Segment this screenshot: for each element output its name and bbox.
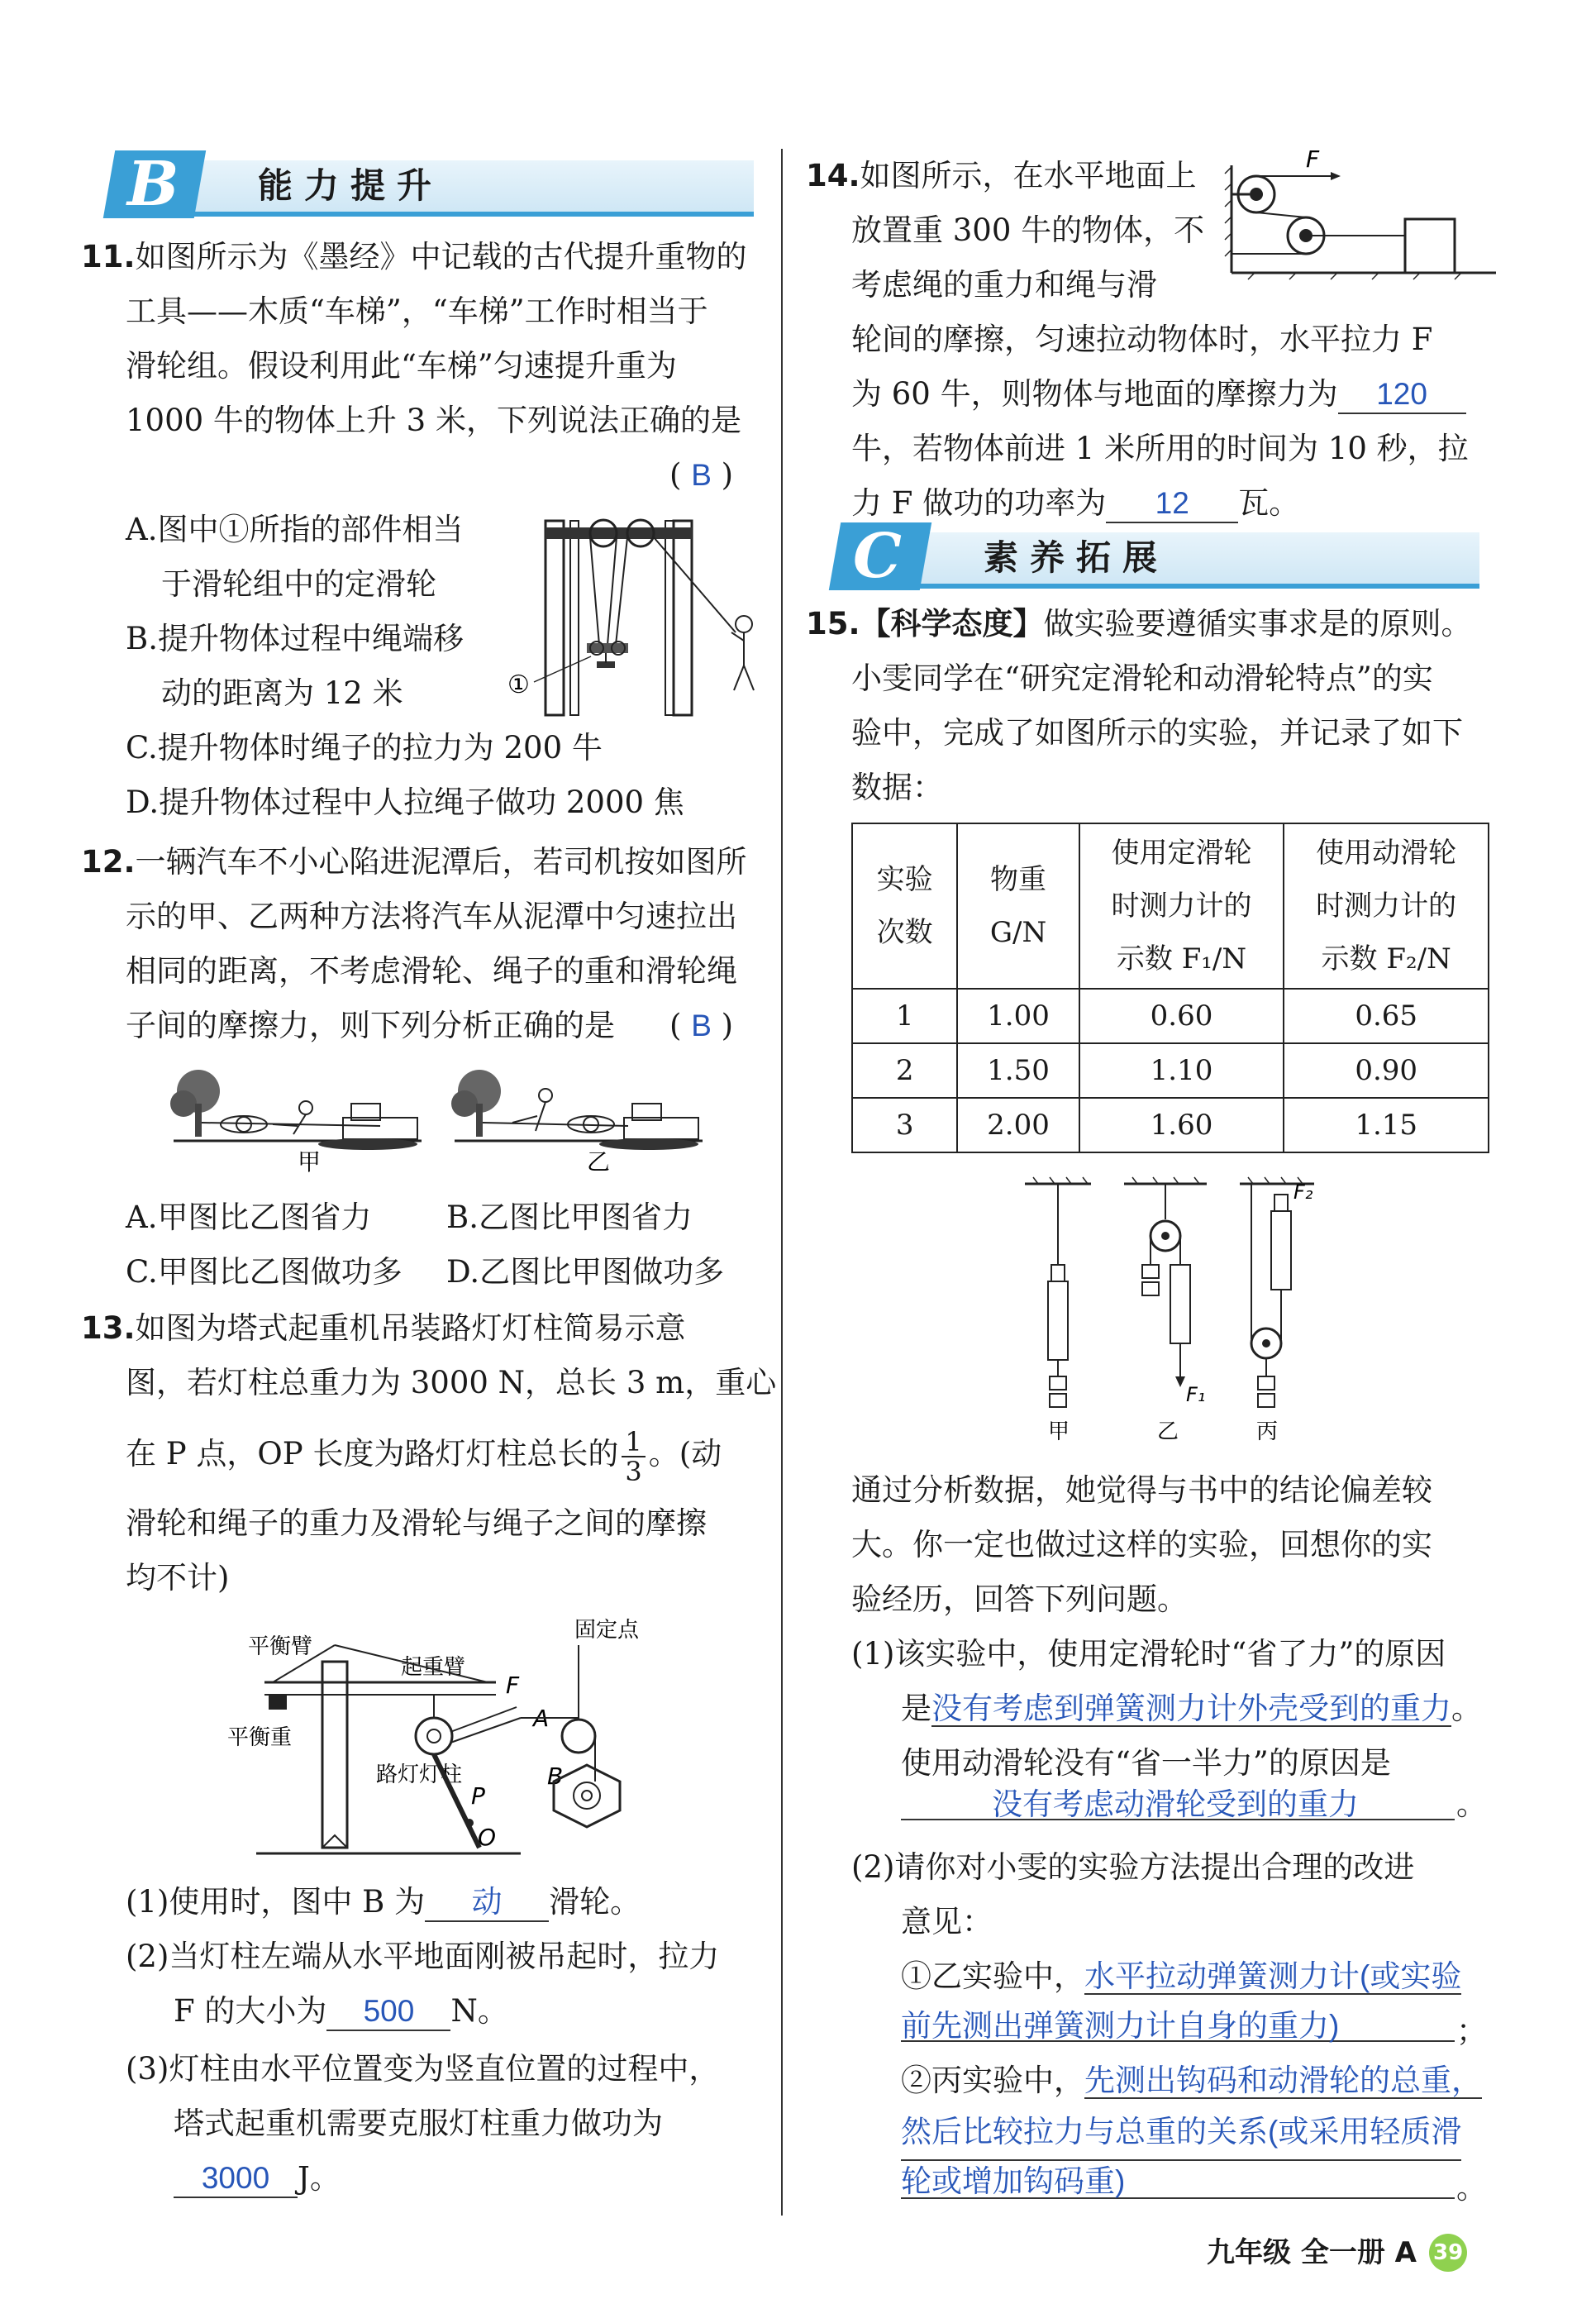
q11-figure-car-ladder [504,504,769,719]
q13-sub3-line1: (3)灯柱由水平位置变为竖直位置的过程中， [126,2051,720,2087]
q11-figure-marker: ① [507,670,530,699]
q15-s2-b-answer1: 先测出钩码和动滑轮的总重， [1084,2063,1482,2097]
table-row: 2 1.50 1.10 0.90 [852,1043,1489,1098]
q13-number: 13. [81,1310,136,1346]
q11-option-d: D.提升物体过程中人拉绳子做功 2000 焦 [126,785,684,820]
q15-label-yi: 乙 [1157,1419,1179,1444]
svg-text:平衡臂: 平衡臂 [248,1634,313,1659]
q15-s2-line1: (2)请你对小雯的实验方法提出合理的改进 [851,1849,1415,1885]
q11-answer-bracket: ( B ) [669,457,734,493]
q15-s2-b-answer3: 轮或增加钩码重) [901,2164,1126,2198]
q13-line1: 13.如图为塔式起重机吊装路灯灯柱简易示意 [81,1310,686,1346]
q13-sub1-blank [425,1884,549,1922]
table-row: 1 1.00 0.60 0.65 [852,989,1489,1043]
q15-line2: 小雯同学在“研究定滑轮和动滑轮特点”的实 [851,661,1433,696]
q13-line4: 滑轮和绳子的重力及滑轮与绳子之间的摩擦 [126,1505,707,1541]
q15-line1: 15.【科学态度】做实验要遵循实事求是的原则。 [806,606,1472,642]
q15-s2-b-line1: ②丙实验中，先测出钩码和动滑轮的总重， [901,2063,1482,2098]
q12-option-a: A.甲图比乙图省力 [126,1200,372,1235]
svg-text:起重臂: 起重臂 [401,1655,466,1680]
section-b-title: 能力提升 [258,165,444,206]
q12-label-jia: 甲 [298,1148,322,1174]
q15-s2-line2: 意见： [901,1904,993,1939]
q11-line4: 1000 牛的物体上升 3 米，下列说法正确的是 [126,403,741,438]
q14-blank1 [1338,376,1466,414]
q15-line4: 数据： [851,770,943,805]
q14-answer2: 12 [1155,486,1189,520]
q11-number: 11. [81,239,136,274]
q12-label-yi: 乙 [587,1148,611,1174]
svg-text:B: B [547,1763,564,1790]
table-row: 3 2.00 1.60 1.15 [852,1098,1489,1152]
q15-label-bing: 丙 [1256,1419,1279,1444]
q13-line3: 在 P 点，OP 长度为路灯灯柱总长的 $\frac{1}{3}$ 。(动 [126,1425,722,1487]
section-c-title: 素养拓展 [984,537,1170,578]
q13-sub3-answer: 3000 [201,2161,270,2195]
q12-option-d: D.乙图比甲图做功多 [446,1254,725,1290]
q15-s1-line1: (1)该实验中，使用定滑轮时“省了力”的原因 [851,1636,1446,1672]
footer [1207,2232,1467,2273]
q13-sub1-answer: 动 [471,1885,503,1919]
q13-line5: 均不计) [126,1560,230,1596]
q15-label-jia: 甲 [1048,1419,1070,1444]
q15-s1-end: 。 [1456,1786,1487,1822]
q15-after-line2: 大。你一定也做过这样的实验，回想你的实 [851,1527,1432,1562]
page-number: 39 [1429,2234,1467,2272]
q15-s1-line3: 使用动滑轮没有“省一半力”的原因是 [901,1745,1391,1781]
table-header-trial: 实验 次数 [852,823,957,989]
q14-line2: 放置重 300 牛的物体，不 [851,212,1205,248]
q12-line2: 示的甲、乙两种方法将汽车从泥潭中匀速拉出 [126,899,737,934]
q11-line1: 11.如图所示为《墨经》中记载的古代提升重物的 [81,239,747,274]
q13-sub2-line1: (2)当灯柱左端从水平地面刚被吊起时，拉力 [126,1939,720,1974]
q15-s2-a-answer2: 前先测出弹簧测力计自身的重力) [901,2009,1340,2043]
q14-answer1: 120 [1376,377,1427,411]
q15-s2-a-answer1: 水平拉动弹簧测力计(或实验 [1084,1959,1462,1993]
q15-line3: 验中，完成了如图所示的实验，并记录了如下 [851,715,1463,751]
q13-sub3-line2: 塔式起重机需要克服灯柱重力做功为 [174,2106,663,2141]
q14-line3: 考虑绳的重力和绳与滑 [851,267,1157,303]
q15-s2-a-end: ； [1456,2013,1487,2049]
column-divider [781,149,783,2216]
q12-line1: 12.一辆汽车不小心陷进泥潭后，若司机按如图所 [81,844,747,880]
q14-line5: 为 60 牛，则物体与地面的摩擦力为 120 [851,367,1466,422]
q12-figure-yi [446,1058,711,1174]
table-header-weight: 物重 G/N [957,823,1079,989]
table-header-fixed: 使用定滑轮 时测力计的 示数 F₁/N [1079,823,1284,989]
q14-figure-pulley [1223,149,1504,281]
q12-number: 12. [81,844,136,880]
q15-number: 15. [806,606,860,642]
svg-text:固定点: 固定点 [574,1618,640,1643]
q15-after-line1: 通过分析数据，她觉得与书中的结论偏差较 [851,1472,1432,1508]
section-b-header [109,149,754,220]
q13-sub3-line3: 3000 J。 [174,2151,341,2206]
table-header-row [852,823,1489,989]
q15-s1-line2: 是没有考虑到弹簧测力计外壳受到的重力。 [901,1691,1482,1726]
svg-text:平衡重: 平衡重 [227,1725,293,1750]
q14-line4: 轮间的摩擦，匀速拉动物体时，水平拉力 F [851,322,1433,357]
q15-data-table [851,823,1489,1153]
q12-answer: B [691,1009,712,1042]
q11-option-a1: A.图中①所指的部件相当 [126,512,464,547]
q15-after-line3: 验经历，回答下列问题。 [851,1581,1188,1617]
q15-figure-experiments [1017,1174,1364,1455]
q15-s2-b-end: 。 [1456,2170,1487,2206]
q15-s1-answer: 没有考虑到弹簧测力计外壳受到的重力 [931,1691,1451,1725]
svg-text:A: A [533,1705,550,1732]
section-b-letter: B [127,149,179,220]
q15-label-f2: F₂ [1293,1181,1313,1204]
q14-figure-label: F [1306,149,1320,173]
q14-line6: 牛，若物体前进 1 米所用的时间为 10 秒，拉 [851,431,1469,466]
q13-sub2-answer: 500 [363,1994,415,2028]
q13-sub3-blank [174,2160,298,2198]
q15-s2-b-answer2: 然后比较拉力与总重的关系(或采用轻质滑 [901,2105,1461,2161]
q13-fraction: $\frac{1}{3}$ [622,1428,645,1486]
q11-line3: 滑轮组。假设利用此“车梯”匀速提升重为 [126,348,677,384]
section-c-header [835,521,1479,592]
q13-figure-crane [223,1612,719,1860]
q12-figure-jia [165,1058,430,1174]
q11-option-b2: 动的距离为 12 米 [161,675,403,711]
q15-s2-a-line1: ①乙实验中，水平拉动弹簧测力计(或实验 [901,1958,1462,1994]
q13-sub2-line2: F 的大小为 500 N。 [174,1984,508,2039]
q13-sub2-blank [326,1993,450,2031]
q14-line7: 力 F 做功的功率为 12 瓦。 [851,476,1299,531]
q15-s1-answer2: 没有考虑动滑轮受到的重力 [992,1787,1359,1821]
q14-blank2 [1106,485,1238,523]
q13-line2: 图，若灯柱总重力为 3000 N，总长 3 m，重心 [126,1365,777,1400]
q14-number: 14. [806,158,860,193]
svg-text:F: F [506,1672,520,1699]
footer-text: 九年级 全一册 A [1207,2236,1417,2269]
q11-line2: 工具——木质“车梯”，“车梯”工作时相当于 [126,293,708,329]
svg-text:O: O [478,1824,497,1851]
q12-option-b: B.乙图比甲图省力 [446,1200,693,1235]
q12-line3: 相同的距离，不考虑滑轮、绳子的重和滑轮绳 [126,953,737,989]
svg-text:路灯灯柱: 路灯灯柱 [376,1763,463,1787]
q13-sub1: (1)使用时，图中 B 为 动 滑轮。 [126,1875,641,1929]
q14-line1: 14.如图所示，在水平地面上 [806,158,1197,193]
table-header-movable: 使用动滑轮 时测力计的 示数 F₂/N [1284,823,1489,989]
q12-line4: 子间的摩擦力，则下列分析正确的是 [126,1008,615,1043]
q11-option-a2: 于滑轮组中的定滑轮 [161,566,436,602]
q15-label-f1: F₁ [1186,1383,1206,1406]
q12-option-c: C.甲图比乙图做功多 [126,1254,403,1290]
section-c-letter: C [853,521,902,592]
q11-option-c: C.提升物体时绳子的拉力为 200 牛 [126,730,603,766]
q12-answer-bracket: ( B ) [669,1008,734,1043]
svg-text:P: P [471,1782,485,1810]
q11-option-b1: B.提升物体过程中绳端移 [126,621,464,656]
q15-tag: 【科学态度】 [860,606,1044,642]
q11-answer: B [691,458,712,492]
